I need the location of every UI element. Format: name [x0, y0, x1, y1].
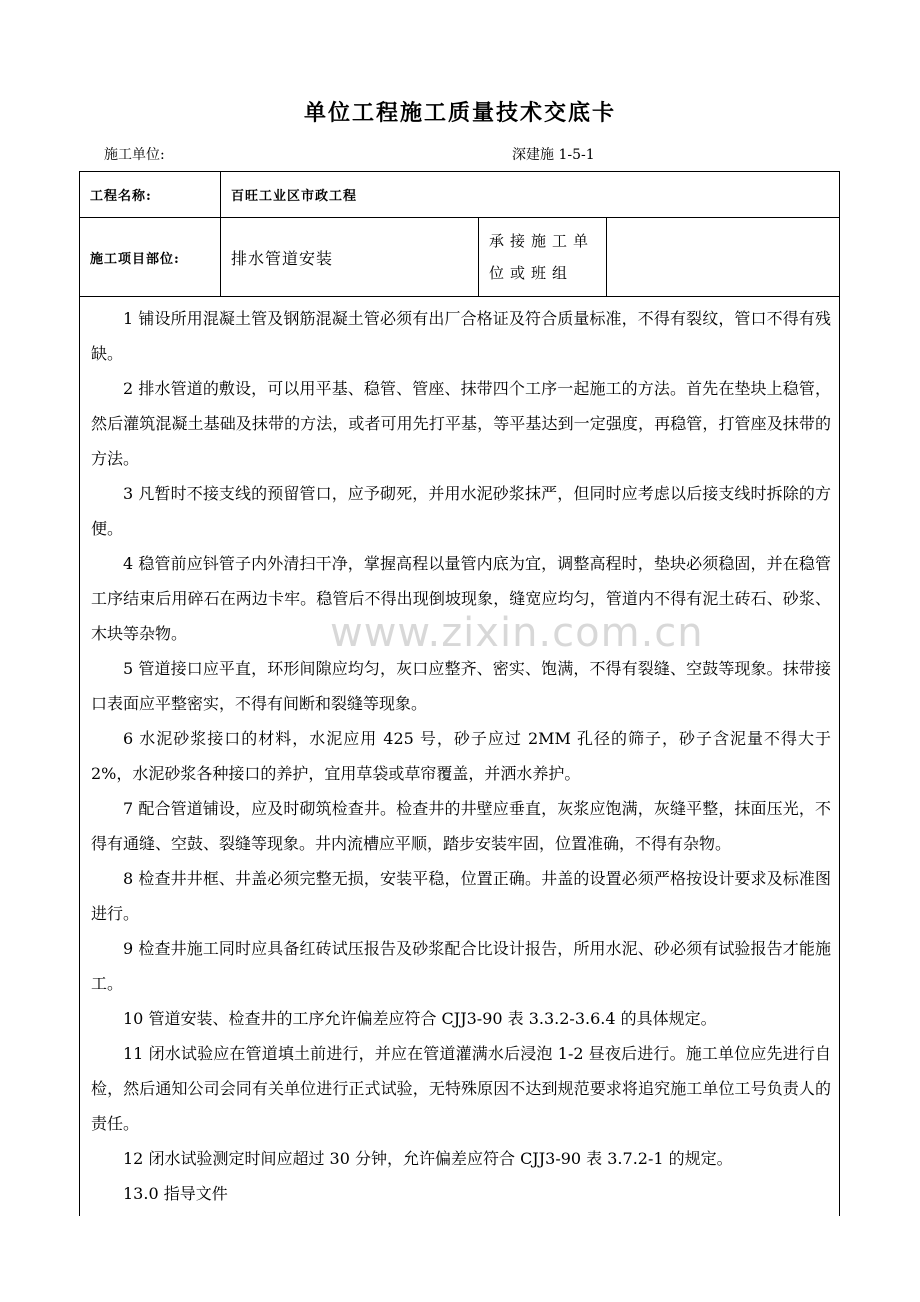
paragraph: 5 管道接口应平直，环形间隙应均匀，灰口应整齐、密实、饱满，不得有裂缝、空鼓等现象。抹带接口表面应平整密实，不得有间断和裂缝等现象。	[91, 659, 831, 713]
contractor-value	[607, 218, 841, 296]
disclosure-table	[79, 171, 840, 1216]
document-title: 单位工程施工质量技术交底卡	[303, 100, 616, 126]
paragraph: 3 凡暂时不接支线的预留管口，应予砌死，并用水泥砂浆抹严，但同时应考虑以后接支线时拆除的方便。	[91, 484, 831, 538]
paragraph: 12 闭水试验测定时间应超过 30 分钟，允许偏差应符合 CJJ3-90 表 3.7.2-1 的规定。	[123, 1149, 733, 1168]
paragraph: 8 检查井井框、井盖必须完整无损，安装平稳，位置正确。井盖的设置必须严格按设计要求及标准图进行。	[91, 869, 831, 923]
paragraph: 2 排水管道的敷设，可以用平基、稳管、管座、抹带四个工序一起施工的方法。首先在垫块上稳管，然后灌筑混凝土基础及抹带的方法，或者可用先打平基，等平基达到一定强度，再稳管，打管座及抹带的方法。	[91, 379, 831, 468]
construction-unit-label: 施工单位:	[104, 147, 165, 163]
paragraph: 7 配合管道铺设，应及时砌筑检查井。检查井的井壁应垂直，灰浆应饱满，灰缝平整，抹面压光，不得有通缝、空鼓、裂缝等现象。井内流槽应平顺，踏步安装牢固，位置准确，不得有杂物。	[91, 799, 831, 853]
technical-content	[80, 297, 839, 1211]
project-part-value: 排水管道安装	[221, 218, 479, 296]
watermark: www.zixin.com.cn	[330, 610, 704, 656]
paragraph: 6 水泥砂浆接口的材料，水泥应用 425 号，砂子应过 2MM 孔径的筛子，砂子含泥量不得大于 2%，水泥砂浆各种接口的养护，宜用草袋或草帘覆盖，并洒水养护。	[91, 729, 831, 783]
project-name-value: 百旺工业区市政工程	[231, 189, 358, 204]
project-name-label: 工程名称:	[80, 172, 221, 217]
paragraph: 10 管道安装、检查井的工序允许偏差应符合 CJJ3-90 表 3.3.2-3.6.4 的具体规定。	[123, 1009, 717, 1028]
project-name-row	[80, 172, 839, 218]
project-part-label: 施工项目部位:	[80, 218, 221, 296]
project-part-row	[80, 218, 839, 297]
paragraph: 4 稳管前应钭管子内外清扫干净，掌握高程以量管内底为宜，调整高程时，垫块必须稳固，并在稳管工序结束后用碎石在两边卡牢。稳管后不得出现倒坡现象，缝宽应均匀，管道内不得有泥土砖石、砂浆、木块等杂物。	[91, 554, 831, 643]
paragraph: 1 铺设所用混凝土管及钢筋混凝土管必须有出厂合格证及符合质量标准，不得有裂纹，管口不得有残缺。	[91, 309, 831, 363]
paragraph: 13.0 指导文件	[123, 1184, 228, 1203]
paragraph: 11 闭水试验应在管道填土前进行，并应在管道灌满水后浸泡 1-2 昼夜后进行。施工单位应先进行自检，然后通知公司会同有关单位进行正式试验，无特殊原因不达到规范要求将追究施工单位工号负责人的责任。	[91, 1044, 831, 1133]
form-code: 深建施 1-5-1	[512, 147, 595, 163]
contractor-label: 承接施工单位或班组	[479, 218, 607, 296]
paragraph: 9 检查井施工同时应具备红砖试压报告及砂浆配合比设计报告，所用水泥、砂必须有试验报告才能施工。	[91, 939, 831, 993]
